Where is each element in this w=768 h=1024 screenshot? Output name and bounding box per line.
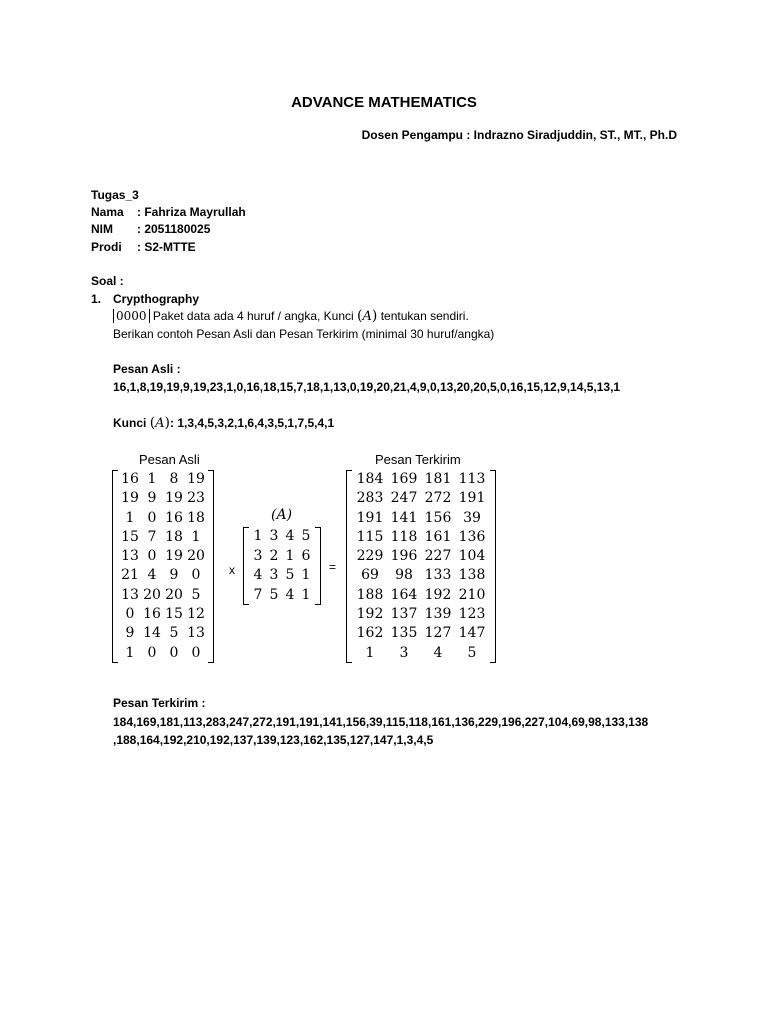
matrix-row — [353, 586, 489, 605]
lecturer-line: Dosen Pengampu : Indrazno Siradjuddin, ST., MT., Ph.D — [361, 128, 677, 142]
prodi-label: Prodi — [91, 240, 122, 254]
matrix-cell: 1 — [365, 644, 375, 661]
matrix-cell: 1 — [191, 528, 201, 545]
key-label-prefix: Kunci — [113, 416, 147, 430]
matrix-row — [119, 547, 207, 566]
matrix-cell: 6 — [301, 547, 311, 564]
matrix-cell: 164 — [390, 586, 418, 603]
student-prodi-row — [91, 240, 196, 254]
matrix-cell: 20 — [165, 586, 183, 603]
matrix-cell: 227 — [424, 548, 452, 565]
matrix-cell: 14 — [143, 625, 161, 642]
matrix-cell: 16 — [143, 606, 161, 623]
matrix-cell: 141 — [390, 509, 418, 526]
matrix-cell: 139 — [424, 606, 452, 623]
question-topic: Crypthography — [113, 292, 200, 306]
matrix-row — [250, 566, 314, 586]
matrix-cell: 12 — [187, 606, 205, 623]
multiply-operator: x — [229, 563, 235, 577]
question-number: 1. — [91, 292, 102, 306]
matrix-cell: 7 — [253, 586, 263, 603]
matrix-cell: 5 — [269, 586, 279, 603]
matrix-cell: 9 — [147, 490, 157, 507]
sent-message-line-1: 184,169,181,113,283,247,272,191,191,141,156,39,115,118,161,136,229,196,227,104,69,98,133,138 — [113, 715, 649, 729]
key-matrix — [243, 527, 321, 605]
matrix-cell: 39 — [463, 509, 481, 526]
matrix-cell: 15 — [165, 606, 183, 623]
matrix-cell: 4 — [253, 567, 263, 583]
matrix-cell: 247 — [390, 490, 418, 507]
matrix-cell: 4 — [285, 528, 295, 544]
matrix-cell: 137 — [390, 606, 418, 623]
matrix-cell: 9 — [125, 625, 135, 642]
matrix-cell: 136 — [458, 528, 486, 545]
matrix-cell: 3 — [399, 644, 409, 661]
matrix-cell: 147 — [458, 625, 486, 642]
matrix-cell: 161 — [424, 528, 452, 545]
matrix-cell: 0 — [147, 548, 157, 565]
matrix-cell: 169 — [390, 471, 418, 487]
key-line-symbol: A — [155, 416, 165, 431]
matrix-cell: 210 — [458, 586, 486, 603]
soal-label: Soal : — [91, 274, 124, 288]
matrix-cell: 283 — [356, 490, 384, 507]
matrix-row — [250, 527, 314, 547]
matrix-cell: 0 — [191, 567, 201, 584]
question-line-2: Berikan contoh Pesan Asli dan Pesan Terkirim (minimal 30 huruf/angka) — [113, 327, 495, 341]
matrix-cell: 1 — [125, 644, 135, 661]
open-paren: ( — [357, 308, 363, 324]
matrix-row — [353, 644, 489, 663]
matrix-cell: 0 — [191, 644, 201, 661]
matrix-cell: 192 — [424, 586, 452, 603]
matrix-cell: 19 — [165, 490, 183, 507]
close-paren: ) — [371, 308, 378, 324]
matrix-cell: 4 — [285, 586, 295, 603]
matrix-cell: 1 — [253, 528, 263, 544]
matrix-cell: 21 — [121, 567, 139, 584]
matrix-cell: 115 — [356, 528, 384, 545]
matrix-row — [353, 566, 489, 585]
matrix-row — [353, 470, 489, 489]
matrix-cell: 188 — [356, 586, 384, 603]
result-matrix — [346, 470, 496, 663]
matrix-cell: 3 — [269, 567, 279, 583]
matrix-cell: 1 — [301, 567, 311, 583]
matrix-cell: 98 — [395, 567, 413, 584]
matrix-cell: 5 — [191, 586, 201, 603]
matrix-cell: 5 — [169, 625, 179, 642]
matrix-row — [353, 624, 489, 643]
name-label: Nama — [91, 205, 124, 219]
matrix-cell: 104 — [458, 548, 486, 565]
matrix-cell: 4 — [433, 644, 443, 661]
matrix-cell: 16 — [121, 471, 139, 487]
assignment-label: Tugas_3 — [91, 188, 139, 202]
matrix-row — [353, 509, 489, 528]
matrix-cell: 15 — [121, 528, 139, 545]
result-matrix-title: Pesan Terkirim — [375, 452, 461, 467]
matrix-cell: 3 — [269, 528, 279, 544]
prodi-value: : S2-MTTE — [137, 240, 196, 254]
matrix-cell: 13 — [121, 586, 139, 603]
name-value: : Fahriza Mayrullah — [137, 205, 246, 219]
original-matrix — [112, 470, 214, 663]
key-close-paren: ) — [164, 415, 171, 431]
matrix-cell: 2 — [269, 547, 279, 564]
matrix-cell: 135 — [390, 625, 418, 642]
matrix-cell: 0 — [147, 644, 157, 661]
matrix-cell: 184 — [356, 471, 384, 487]
matrix-cell: 5 — [285, 567, 295, 583]
matrix-row — [250, 547, 314, 567]
key-matrix-title: (A) — [271, 507, 293, 523]
original-message-label: Pesan Asli : — [113, 362, 181, 376]
sent-message-label: Pesan Terkirim : — [113, 696, 206, 710]
matrix-cell: 18 — [187, 509, 205, 526]
matrix-cell: 19 — [121, 490, 139, 507]
matrix-row — [353, 605, 489, 624]
matrix-cell: 19 — [165, 548, 183, 565]
matrix-cell: 1 — [301, 586, 311, 603]
matrix-cell: 229 — [356, 548, 384, 565]
matrix-cell: 191 — [356, 509, 384, 526]
matrix-row — [353, 528, 489, 547]
matrix-cell: 1 — [285, 547, 295, 564]
matrix-row — [119, 509, 207, 528]
matrix-cell: 133 — [424, 567, 452, 584]
matrix-cell: 138 — [458, 567, 486, 584]
matrix-cell: 5 — [467, 644, 477, 661]
matrix-cell: 5 — [301, 528, 311, 544]
key-line — [113, 415, 334, 431]
matrix-row — [119, 489, 207, 508]
matrix-cell: 162 — [356, 625, 384, 642]
matrix-cell: 113 — [458, 471, 486, 487]
packet-box: 0000 — [113, 309, 150, 323]
matrix-row — [119, 586, 207, 605]
matrix-cell: 1 — [125, 509, 135, 526]
question-line-1-text-a: Paket data ada 4 huruf / angka, Kunci — [152, 309, 354, 323]
matrix-row — [119, 566, 207, 585]
question-line-1 — [113, 308, 469, 324]
matrix-cell: 9 — [169, 567, 179, 584]
matrix-row — [119, 605, 207, 624]
nim-label: NIM — [91, 222, 113, 236]
matrix-cell: 8 — [169, 471, 179, 487]
matrix-row — [250, 586, 314, 606]
sent-message-line-2: ,188,164,192,210,192,137,139,123,162,135,127,147,1,3,4,5 — [113, 733, 434, 747]
matrix-cell: 192 — [356, 606, 384, 623]
matrix-cell: 13 — [187, 625, 205, 642]
matrix-row — [119, 624, 207, 643]
key-label-suffix: : 1,3,4,5,3,2,1,6,4,3,5,1,7,5,4,1 — [170, 416, 335, 430]
matrix-cell: 16 — [165, 509, 183, 526]
matrix-row — [119, 470, 207, 489]
matrix-cell: 19 — [187, 471, 205, 487]
matrix-cell: 23 — [187, 490, 205, 507]
matrix-cell: 196 — [390, 548, 418, 565]
matrix-cell: 191 — [458, 490, 486, 507]
key-symbol: A — [362, 309, 372, 324]
matrix-cell: 123 — [458, 606, 486, 623]
matrix-cell: 1 — [147, 471, 157, 487]
matrix-row — [353, 547, 489, 566]
matrix-cell: 7 — [147, 528, 157, 545]
matrix-cell: 4 — [147, 567, 157, 584]
matrix-cell: 69 — [361, 567, 379, 584]
document-title: ADVANCE MATHEMATICS — [291, 94, 477, 111]
original-message-value: 16,1,8,19,19,9,19,23,1,0,16,18,15,7,18,1,13,0,19,20,21,4,9,0,13,20,20,5,0,16,15,12,9,14,5,13,1 — [113, 380, 621, 394]
matrix-cell: 118 — [390, 528, 418, 545]
matrix-cell: 0 — [147, 509, 157, 526]
nim-value: : 2051180025 — [137, 222, 211, 236]
matrix-cell: 181 — [424, 471, 452, 487]
matrix-cell: 127 — [424, 625, 452, 642]
matrix-cell: 0 — [125, 606, 135, 623]
equals-operator: = — [329, 560, 337, 574]
question-line-1-text-b: tentukan sendiri. — [380, 309, 469, 323]
student-nim-row — [91, 222, 210, 236]
matrix-cell: 20 — [143, 586, 161, 603]
key-open-paren: ( — [149, 415, 156, 431]
matrix-row — [119, 644, 207, 663]
matrix-cell: 3 — [253, 547, 263, 564]
matrix-cell: 20 — [187, 548, 205, 565]
matrix-cell: 13 — [121, 548, 139, 565]
matrix-row — [119, 528, 207, 547]
matrix-cell: 156 — [424, 509, 452, 526]
matrix-cell: 0 — [169, 644, 179, 661]
matrix-cell: 18 — [165, 528, 183, 545]
matrix-cell: 272 — [424, 490, 452, 507]
student-name-row — [91, 205, 246, 219]
matrix-row — [353, 489, 489, 508]
original-matrix-title: Pesan Asli — [139, 452, 200, 467]
